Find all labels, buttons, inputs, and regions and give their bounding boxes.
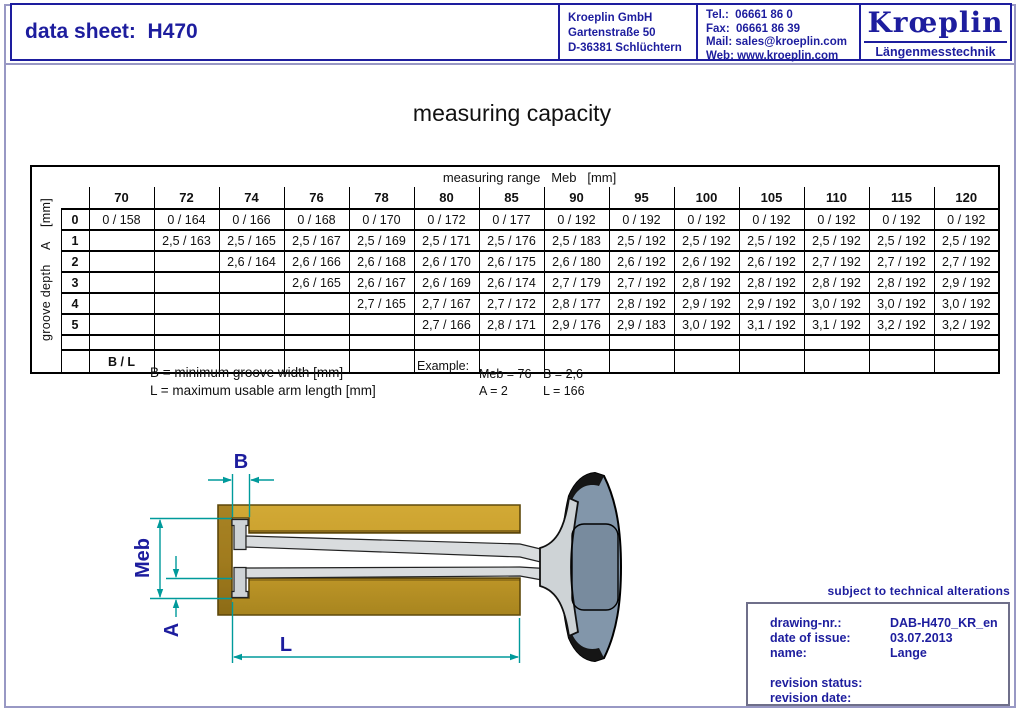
capacity-value-cell: 0 / 164 bbox=[154, 209, 219, 230]
groove-depth-axis-label: groove depth A [mm] bbox=[39, 198, 54, 341]
capacity-value-cell: 0 / 158 bbox=[89, 209, 154, 230]
capacity-value-cell bbox=[154, 293, 219, 314]
capacity-value-cell: 2,6 / 167 bbox=[349, 272, 414, 293]
capacity-value-cell: 2,6 / 192 bbox=[739, 251, 804, 272]
example-label: Example: bbox=[417, 359, 470, 373]
capacity-row bbox=[31, 314, 999, 335]
spacer-cell bbox=[934, 335, 999, 350]
page-title: data sheet: H470 bbox=[25, 20, 198, 43]
drawing-nr-value: DAB-H470_KR_en bbox=[890, 616, 998, 630]
upper-arm bbox=[246, 536, 553, 565]
capacity-value-cell: 2,9 / 176 bbox=[544, 314, 609, 335]
capacity-value-cell: 2,5 / 163 bbox=[154, 230, 219, 251]
example-l: L = 166 bbox=[543, 384, 585, 398]
mail-line: Mail: sales@kroeplin.com bbox=[706, 36, 847, 48]
spacer-cell bbox=[739, 335, 804, 350]
capacity-value-cell bbox=[89, 251, 154, 272]
capacity-table bbox=[30, 165, 1000, 374]
capacity-value-cell: 0 / 192 bbox=[869, 209, 934, 230]
revision-date-label: revision date: bbox=[770, 691, 852, 705]
bl-empty-cell bbox=[609, 350, 674, 373]
bl-row-corner bbox=[61, 350, 89, 373]
capacity-row bbox=[31, 293, 999, 314]
bore-bottom-shadow bbox=[249, 578, 520, 581]
company-contact bbox=[696, 5, 859, 62]
legend-l: L = maximum usable arm length [mm] bbox=[150, 383, 376, 398]
body-panel bbox=[572, 524, 618, 610]
capacity-value-cell: 2,5 / 192 bbox=[804, 230, 869, 251]
spacer-cell bbox=[609, 335, 674, 350]
capacity-value-cell: 2,5 / 192 bbox=[739, 230, 804, 251]
capacity-value-cell: 2,8 / 177 bbox=[544, 293, 609, 314]
capacity-value-cell: 2,5 / 167 bbox=[284, 230, 349, 251]
dim-label-l: L bbox=[279, 634, 293, 656]
spacer-cell bbox=[479, 335, 544, 350]
capacity-value-cell: 0 / 172 bbox=[414, 209, 479, 230]
bl-label-cell: B / L bbox=[89, 350, 154, 373]
groove-depth-row-label: 1 bbox=[61, 230, 89, 251]
capacity-value-cell: 2,9 / 183 bbox=[609, 314, 674, 335]
drawing-info-box bbox=[746, 602, 1010, 706]
header bbox=[10, 3, 1012, 61]
spacer-cell bbox=[674, 335, 739, 350]
range-column-header: 100 bbox=[674, 187, 739, 209]
spacer-cell bbox=[544, 335, 609, 350]
example-meb: Meb = 76 bbox=[479, 367, 532, 381]
capacity-value-cell: 2,7 / 192 bbox=[804, 251, 869, 272]
range-column-header: 105 bbox=[739, 187, 804, 209]
bl-empty-cell bbox=[804, 350, 869, 373]
capacity-value-cell bbox=[219, 314, 284, 335]
company-city: D-36381 Schlüchtern bbox=[568, 42, 682, 54]
capacity-value-cell bbox=[154, 272, 219, 293]
capacity-table-body bbox=[31, 166, 999, 373]
company-logo bbox=[859, 5, 1010, 59]
capacity-value-cell: 3,2 / 192 bbox=[934, 314, 999, 335]
capacity-value-cell bbox=[284, 314, 349, 335]
company-address bbox=[558, 5, 696, 59]
groove-depth-row-label: 0 bbox=[61, 209, 89, 230]
range-column-header: 90 bbox=[544, 187, 609, 209]
spacer-cell bbox=[349, 335, 414, 350]
range-column-header: 95 bbox=[609, 187, 674, 209]
capacity-value-cell: 0 / 192 bbox=[804, 209, 869, 230]
capacity-value-cell bbox=[89, 230, 154, 251]
spacer-cell bbox=[154, 335, 219, 350]
spacer-cell bbox=[219, 335, 284, 350]
spacer-cell bbox=[414, 335, 479, 350]
capacity-value-cell: 0 / 166 bbox=[219, 209, 284, 230]
capacity-value-cell: 2,9 / 192 bbox=[739, 293, 804, 314]
capacity-value-cell: 2,7 / 172 bbox=[479, 293, 544, 314]
workpiece-block bbox=[218, 505, 520, 615]
capacity-value-cell: 3,0 / 192 bbox=[934, 293, 999, 314]
phone-line: Tel.: 06661 86 0 bbox=[706, 9, 793, 21]
capacity-value-cell: 2,5 / 176 bbox=[479, 230, 544, 251]
logo-rule bbox=[864, 41, 1007, 43]
capacity-value-cell: 0 / 192 bbox=[674, 209, 739, 230]
groove-depth-row-label: 2 bbox=[61, 251, 89, 272]
capacity-value-cell: 3,0 / 192 bbox=[674, 314, 739, 335]
capacity-value-cell: 2,6 / 175 bbox=[479, 251, 544, 272]
dim-label-b: B bbox=[233, 451, 249, 473]
name-label: name: bbox=[770, 646, 807, 660]
bore-top-shadow bbox=[249, 530, 520, 533]
capacity-value-cell: 2,7 / 165 bbox=[349, 293, 414, 314]
capacity-value-cell: 2,5 / 183 bbox=[544, 230, 609, 251]
capacity-value-cell: 2,7 / 167 bbox=[414, 293, 479, 314]
capacity-value-cell: 2,6 / 169 bbox=[414, 272, 479, 293]
dim-label-a: A bbox=[161, 622, 183, 638]
capacity-value-cell: 2,5 / 165 bbox=[219, 230, 284, 251]
capacity-value-cell bbox=[219, 293, 284, 314]
capacity-row bbox=[31, 251, 999, 272]
capacity-value-cell: 0 / 170 bbox=[349, 209, 414, 230]
fax-line: Fax: 06661 86 39 bbox=[706, 22, 800, 35]
bl-empty-cell bbox=[739, 350, 804, 373]
capacity-value-cell: 2,5 / 192 bbox=[609, 230, 674, 251]
revision-status-label: revision status: bbox=[770, 676, 863, 690]
range-column-header: 80 bbox=[414, 187, 479, 209]
capacity-value-cell: 3,1 / 192 bbox=[804, 314, 869, 335]
bl-empty-cell bbox=[869, 350, 934, 373]
capacity-value-cell: 0 / 177 bbox=[479, 209, 544, 230]
range-column-header: 120 bbox=[934, 187, 999, 209]
capacity-value-cell: 2,6 / 164 bbox=[219, 251, 284, 272]
capacity-row bbox=[31, 230, 999, 251]
capacity-value-cell: 2,7 / 192 bbox=[609, 272, 674, 293]
capacity-value-cell: 2,7 / 192 bbox=[934, 251, 999, 272]
spacer-cell bbox=[61, 335, 89, 350]
groove-depth-row-label: 4 bbox=[61, 293, 89, 314]
alterations-note: subject to technical alterations bbox=[827, 584, 1010, 598]
capacity-value-cell: 2,5 / 171 bbox=[414, 230, 479, 251]
capacity-value-cell bbox=[89, 293, 154, 314]
capacity-value-cell: 2,9 / 192 bbox=[934, 272, 999, 293]
capacity-value-cell: 2,7 / 192 bbox=[869, 251, 934, 272]
groove-depth-row-label: 3 bbox=[61, 272, 89, 293]
capacity-value-cell: 2,9 / 192 bbox=[674, 293, 739, 314]
range-column-header: 72 bbox=[154, 187, 219, 209]
capacity-value-cell: 3,1 / 192 bbox=[739, 314, 804, 335]
capacity-value-cell: 0 / 192 bbox=[739, 209, 804, 230]
capacity-value-cell: 2,6 / 180 bbox=[544, 251, 609, 272]
capacity-value-cell: 2,5 / 192 bbox=[934, 230, 999, 251]
name-value: Lange bbox=[890, 646, 927, 660]
header-separator-line bbox=[4, 63, 1016, 65]
range-column-header: 115 bbox=[869, 187, 934, 209]
range-column-header: 110 bbox=[804, 187, 869, 209]
company-street: Gartenstraße 50 bbox=[568, 27, 656, 39]
range-column-header: 76 bbox=[284, 187, 349, 209]
capacity-value-cell: 2,6 / 170 bbox=[414, 251, 479, 272]
bl-empty-cell bbox=[934, 350, 999, 373]
legend bbox=[150, 364, 376, 400]
example-a: A = 2 bbox=[479, 384, 508, 398]
capacity-value-cell: 2,6 / 165 bbox=[284, 272, 349, 293]
capacity-value-cell: 2,5 / 169 bbox=[349, 230, 414, 251]
capacity-value-cell: 2,8 / 192 bbox=[609, 293, 674, 314]
capacity-value-cell: 2,8 / 192 bbox=[674, 272, 739, 293]
logo-wordmark: Krœplin bbox=[867, 6, 1004, 39]
legend-b: B = minimum groove width [mm] bbox=[150, 365, 344, 380]
capacity-value-cell: 2,5 / 192 bbox=[674, 230, 739, 251]
capacity-value-cell: 2,6 / 166 bbox=[284, 251, 349, 272]
spacer-cell bbox=[869, 335, 934, 350]
capacity-value-cell: 2,6 / 192 bbox=[609, 251, 674, 272]
drawing-nr-label: drawing-nr.: bbox=[770, 616, 842, 630]
capacity-value-cell: 2,8 / 192 bbox=[739, 272, 804, 293]
spacer-cell bbox=[804, 335, 869, 350]
capacity-value-cell: 2,7 / 179 bbox=[544, 272, 609, 293]
capacity-value-cell: 3,0 / 192 bbox=[869, 293, 934, 314]
range-column-header: 70 bbox=[89, 187, 154, 209]
range-column-header: 74 bbox=[219, 187, 284, 209]
spacer-cell bbox=[284, 335, 349, 350]
date-of-issue-value: 03.07.2013 bbox=[890, 631, 953, 645]
capacity-value-cell: 2,8 / 192 bbox=[869, 272, 934, 293]
capacity-value-cell: 2,7 / 166 bbox=[414, 314, 479, 335]
capacity-value-cell bbox=[349, 314, 414, 335]
range-column-header: 85 bbox=[479, 187, 544, 209]
groove-depth-row-label: 5 bbox=[61, 314, 89, 335]
measuring-range-header: measuring range Meb [mm] bbox=[61, 166, 999, 187]
capacity-value-cell: 2,6 / 168 bbox=[349, 251, 414, 272]
capacity-value-cell: 2,8 / 192 bbox=[804, 272, 869, 293]
web-line: Web: www.kroeplin.com bbox=[706, 49, 839, 62]
capacity-value-cell: 0 / 192 bbox=[609, 209, 674, 230]
spacer-cell bbox=[89, 335, 154, 350]
measuring-capacity-table-wrap bbox=[30, 165, 1000, 374]
logo-subtitle: Längenmesstechnik bbox=[875, 45, 996, 59]
capacity-value-cell bbox=[219, 272, 284, 293]
capacity-value-cell bbox=[154, 314, 219, 335]
capacity-value-cell: 0 / 168 bbox=[284, 209, 349, 230]
range-column-header: 78 bbox=[349, 187, 414, 209]
capacity-value-cell bbox=[89, 314, 154, 335]
bl-empty-cell bbox=[674, 350, 739, 373]
capacity-value-cell bbox=[154, 251, 219, 272]
section-title: measuring capacity bbox=[412, 100, 612, 126]
example-b: B = 2,6 bbox=[543, 367, 583, 381]
capacity-value-cell: 0 / 192 bbox=[934, 209, 999, 230]
capacity-value-cell bbox=[89, 272, 154, 293]
date-of-issue-label: date of issue: bbox=[770, 631, 851, 645]
company-name: Kroeplin GmbH bbox=[568, 12, 653, 24]
capacity-value-cell: 3,2 / 192 bbox=[869, 314, 934, 335]
capacity-value-cell: 2,8 / 171 bbox=[479, 314, 544, 335]
groove-depth-axis-cell bbox=[31, 166, 61, 373]
capacity-row bbox=[31, 272, 999, 293]
corner-cell bbox=[61, 187, 89, 209]
instrument-drawing bbox=[120, 440, 680, 715]
dim-label-meb: Meb bbox=[132, 538, 154, 578]
capacity-value-cell: 2,5 / 192 bbox=[869, 230, 934, 251]
capacity-value-cell: 3,0 / 192 bbox=[804, 293, 869, 314]
capacity-value-cell: 2,6 / 192 bbox=[674, 251, 739, 272]
capacity-value-cell: 2,6 / 174 bbox=[479, 272, 544, 293]
capacity-row bbox=[31, 209, 999, 230]
capacity-value-cell bbox=[284, 293, 349, 314]
capacity-value-cell: 0 / 192 bbox=[544, 209, 609, 230]
